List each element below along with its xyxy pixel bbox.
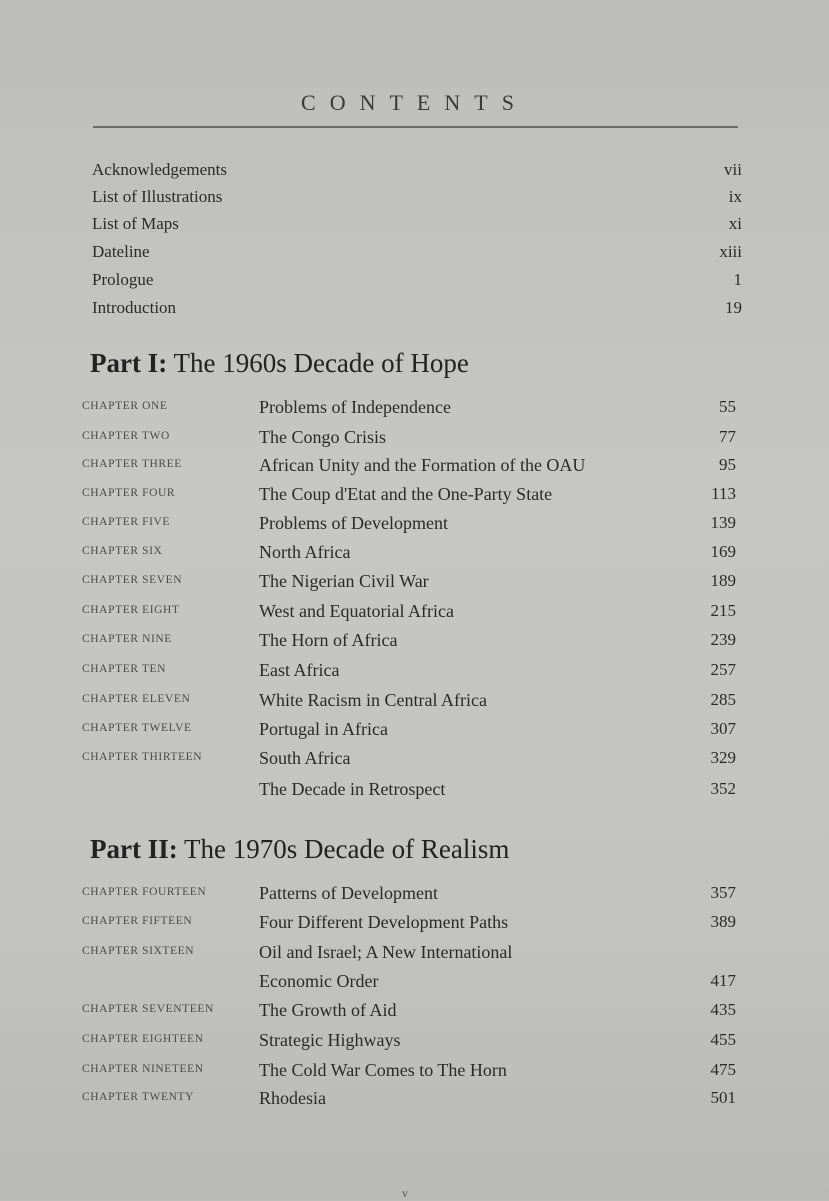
chapter-title: Rhodesia [259, 1088, 326, 1108]
part-number: Part I: [90, 348, 168, 378]
page-number: v [402, 1186, 408, 1200]
front-matter-label: List of Illustrations [92, 187, 223, 206]
front-matter-page: 1 [733, 270, 742, 289]
chapter-title: The Nigerian Civil War [259, 571, 429, 591]
chapter-page: 77 [719, 427, 736, 446]
chapter-row [0, 601, 829, 625]
chapter-label: CHAPTER TWELVE [82, 722, 192, 734]
chapter-row [0, 513, 829, 537]
chapter-label: CHAPTER NINETEEN [82, 1063, 204, 1075]
chapter-label: CHAPTER FOUR [82, 487, 176, 499]
chapter-row [0, 542, 829, 566]
chapter-label: CHAPTER TWENTY [82, 1091, 195, 1103]
chapter-row [0, 748, 829, 772]
chapter-label: CHAPTER ONE [82, 400, 168, 412]
chapter-page: 189 [710, 571, 736, 590]
chapter-row [0, 660, 829, 684]
chapter-title: White Racism in Central Africa [259, 690, 487, 710]
chapter-label: CHAPTER FIVE [82, 516, 171, 528]
chapter-label: CHAPTER NINE [82, 633, 172, 645]
front-matter-page: vii [724, 160, 742, 179]
chapter-row [0, 571, 829, 595]
chapter-page: 55 [719, 397, 736, 416]
chapter-page: 285 [710, 690, 736, 709]
chapter-label: CHAPTER THREE [82, 458, 182, 470]
chapter-page: 215 [710, 601, 736, 620]
chapter-page: 475 [710, 1060, 736, 1079]
chapter-label: CHAPTER EIGHT [82, 604, 180, 616]
chapter-title: Strategic Highways [259, 1030, 401, 1050]
chapter-title: The Cold War Comes to The Horn [259, 1060, 507, 1080]
chapter-row [0, 971, 829, 995]
front-matter-page: 19 [725, 298, 742, 317]
chapter-label: CHAPTER EIGHTEEN [82, 1033, 204, 1045]
chapter-title: Patterns of Development [259, 883, 438, 903]
chapter-title: The Coup d'Etat and the One-Party State [259, 484, 553, 504]
front-matter-label: Prologue [92, 270, 154, 289]
chapter-page: 357 [710, 883, 736, 902]
chapter-row [0, 484, 829, 508]
chapter-row [0, 630, 829, 654]
chapter-label: CHAPTER FOURTEEN [82, 886, 207, 898]
chapter-title: The Congo Crisis [259, 427, 387, 447]
chapter-row [0, 690, 829, 714]
chapter-title: East Africa [259, 660, 340, 680]
chapter-title: The Horn of Africa [259, 630, 398, 650]
part-heading [90, 834, 509, 865]
chapter-page: 435 [710, 1000, 736, 1019]
chapter-title: The Growth of Aid [259, 1000, 397, 1020]
chapter-page: 352 [710, 779, 736, 798]
chapter-label: CHAPTER SIXTEEN [82, 945, 195, 957]
chapter-title: North Africa [259, 542, 351, 562]
chapter-row [0, 1088, 829, 1112]
chapter-page: 257 [710, 660, 736, 679]
chapter-title: Problems of Independence [259, 397, 451, 417]
chapter-page: 113 [711, 484, 736, 503]
chapter-page: 417 [710, 971, 736, 990]
chapter-page: 307 [710, 719, 736, 738]
part-title: The 1960s Decade of Hope [173, 348, 469, 378]
part-heading [90, 348, 469, 379]
chapter-page: 139 [710, 513, 736, 532]
front-matter-page: xiii [719, 242, 742, 261]
chapter-label: CHAPTER TEN [82, 663, 167, 675]
chapter-title: Portugal in Africa [259, 719, 388, 739]
front-matter-label: Acknowledgements [92, 160, 228, 179]
part-title: The 1970s Decade of Realism [184, 834, 510, 864]
chapter-page: 389 [710, 912, 736, 931]
chapter-row [0, 1030, 829, 1054]
chapter-row [0, 1000, 829, 1024]
front-matter-label: Introduction [92, 298, 177, 317]
front-matter-label: Dateline [92, 242, 150, 261]
front-matter-label: List of Maps [92, 214, 179, 233]
chapter-label: CHAPTER TWO [82, 430, 170, 442]
part-number: Part II: [90, 834, 178, 864]
chapter-row [0, 912, 829, 936]
chapter-page: 501 [710, 1088, 736, 1107]
chapter-label: CHAPTER THIRTEEN [82, 751, 203, 763]
chapter-label: CHAPTER SEVENTEEN [82, 1003, 214, 1015]
chapter-row [0, 1060, 829, 1084]
chapter-row [0, 779, 829, 803]
chapter-title: African Unity and the Formation of the OAU [259, 455, 586, 475]
chapter-title: Problems of Development [259, 513, 448, 533]
chapter-page: 329 [710, 748, 736, 767]
chapter-label: CHAPTER SIX [82, 545, 163, 557]
chapter-row [0, 719, 829, 743]
chapter-title: South Africa [259, 748, 351, 768]
heading-rule [93, 126, 738, 128]
chapter-title: West and Equatorial Africa [259, 601, 454, 621]
chapter-title: Economic Order [259, 971, 379, 991]
chapter-title: The Decade in Retrospect [259, 779, 446, 799]
front-matter-page: xi [728, 214, 742, 233]
chapter-row [0, 883, 829, 907]
chapter-label: CHAPTER ELEVEN [82, 693, 191, 705]
front-matter-page: ix [728, 187, 742, 206]
chapter-page: 95 [719, 455, 736, 474]
chapter-page: 455 [710, 1030, 736, 1049]
chapter-label: CHAPTER FIFTEEN [82, 915, 193, 927]
chapter-title: Four Different Development Paths [259, 912, 509, 932]
contents-heading: CONTENTS [301, 90, 528, 115]
chapter-row [0, 455, 829, 479]
chapter-page: 169 [710, 542, 736, 561]
chapter-page: 239 [710, 630, 736, 649]
chapter-label: CHAPTER SEVEN [82, 574, 183, 586]
chapter-row [0, 427, 829, 451]
chapter-title: Oil and Israel; A New International [259, 942, 513, 962]
chapter-row [0, 397, 829, 421]
chapter-row [0, 942, 829, 966]
